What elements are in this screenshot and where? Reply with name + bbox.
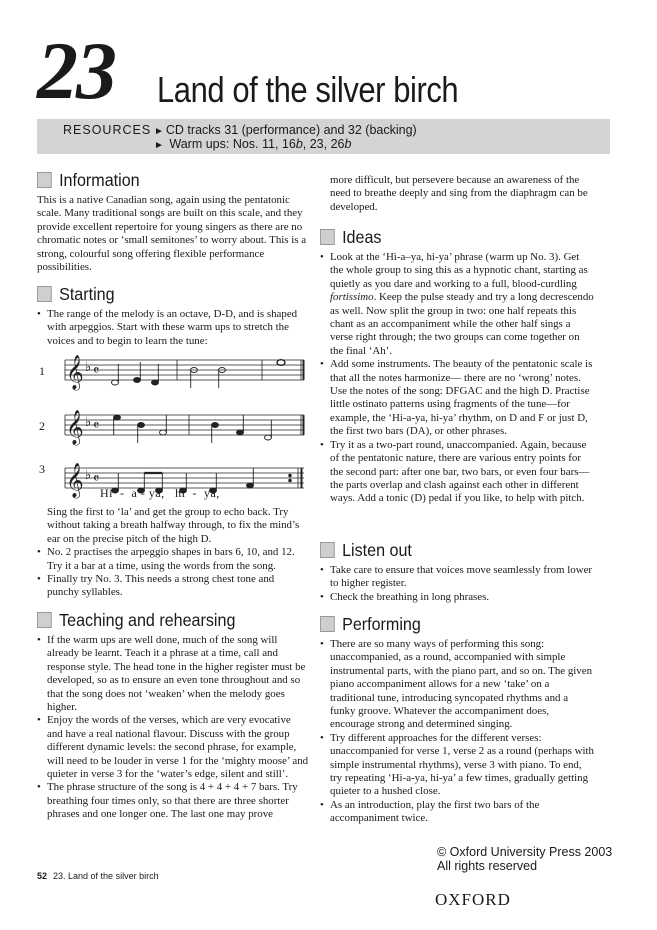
copyright-notice bbox=[437, 845, 612, 873]
svg-text:𝄴: 𝄴 bbox=[93, 418, 100, 434]
continuation-text: more difficult, but persevere because an awareness of the need to breathe deeply and sing from the diaphragm can be developed. bbox=[330, 174, 588, 213]
chapter-number: 23 bbox=[37, 25, 115, 116]
warmup-lyrics: Hi - a - ya, hi - ya, bbox=[100, 486, 220, 500]
warmup-number-2: 2 bbox=[39, 419, 45, 433]
svg-text:♭: ♭ bbox=[85, 360, 92, 375]
information-text: This is a native Canadian song, again using the pentatonic scale. Many traditional songs are built on this scale, and they provide excellent repertoire for young singers as there are no chromatic notes or ‘small semitones’ to worry about. This is a strong, colourful song offering flexible performance possibilities. bbox=[37, 194, 307, 274]
svg-text:𝄴: 𝄴 bbox=[93, 363, 100, 379]
ideas-bullet-1: • Look at the ‘Hi-a–ya, hi-ya’ phrase (warm up No. 3). Get the whole group to sing this as a hypnotic chant, starting as quietly as you dare and working to a full, blood-curdling fortissimo. Keep the pulse steady and try a long decrescendo as well. Now split the group in two: one half repeats this chant as an accompaniment while the other half sings a verse right through; the two groups can come together on the final ‘Ah’. bbox=[320, 251, 595, 358]
starting-section bbox=[37, 284, 309, 348]
listen-section bbox=[320, 540, 595, 604]
teaching-heading: Teaching and rehearsing bbox=[37, 610, 287, 630]
continuation-block bbox=[320, 174, 595, 214]
resources-warmups-text: Warm ups: Nos. 11, 16b, 23, 26b bbox=[169, 137, 352, 151]
resources-line-cd bbox=[154, 123, 417, 137]
teaching-bullet-2: • Enjoy the words of the verses, which are very evocative and have a real national flavour. Discuss with the group different dynamic levels: the second phrase, for example, will need to be louder in verse 1 for the ‘mighty moose’ and quieter in verse 3 for the ‘water’s edge, silent and still’. bbox=[37, 714, 309, 781]
teaching-section bbox=[37, 610, 309, 822]
triangle-icon: ► bbox=[154, 126, 164, 137]
listen-bullet-1: • Take care to ensure that voices move seamlessly from lower to higher register. bbox=[320, 564, 595, 591]
svg-text:♭: ♭ bbox=[85, 415, 92, 430]
checkbox-square-icon bbox=[320, 616, 335, 632]
ideas-bullet-3: • Try it as a two-part round, unaccompanied. Again, because of the pentatonic nature, there are various entry points for the second part: after one bar, two bars, or even four bars—the parts overlap and clash against each other in different ways. Add a tonic (D) pedal if you like, to help with pitch. bbox=[320, 439, 595, 506]
checkbox-square-icon bbox=[320, 229, 335, 245]
page-title: Land of the silver birch bbox=[157, 69, 459, 110]
performing-bullet-1: • There are so many ways of performing this song: unaccompanied, as a round, accompanied with simple instrumental parts, with the piano part, and so on. The given piano accompaniment allows for a new ‘take’ on a traditional tune, introducing syncopated rhythms and a funky groove. Whatever the accompaniment does, encourage strong and determined singing. bbox=[320, 638, 595, 732]
copyright-line-1: © Oxford University Press 2003 bbox=[437, 845, 613, 859]
ideas-bullet-2: • Add some instruments. The beauty of the pentatonic scale is that all the notes harmonize— there are no ‘wrong’ notes. Use the notes of the song: DFGAC and the high D. Practise little ostinato patterns using fragments of the tune—for example, the ‘Hi-a-ya, hi-ya’ rhythm, on D and F or just D, the first two bars (DA), or other phrases. bbox=[320, 358, 595, 438]
checkbox-square-icon bbox=[37, 286, 52, 302]
ideas-section bbox=[320, 227, 595, 506]
svg-text:𝄞: 𝄞 bbox=[66, 410, 84, 445]
performing-bullet-3: • As an introduction, play the first two bars of the accompaniment twice. bbox=[320, 799, 595, 826]
teaching-bullet-3: • The phrase structure of the song is 4 + 4 + 4 + 7 bars. Try breathing four times only, so that there are three shorter phrases and one longer one. The last one may prove bbox=[37, 781, 309, 821]
listen-heading: Listen out bbox=[320, 540, 573, 560]
checkbox-square-icon bbox=[320, 542, 335, 558]
starting-continued bbox=[37, 506, 309, 600]
warmup-number-3: 3 bbox=[39, 462, 45, 476]
performing-section bbox=[320, 614, 595, 826]
ideas-heading: Ideas bbox=[320, 227, 573, 247]
performing-heading: Performing bbox=[320, 614, 573, 634]
resources-bar bbox=[37, 119, 610, 154]
svg-text:♭: ♭ bbox=[85, 468, 92, 483]
checkbox-square-icon bbox=[37, 612, 52, 628]
starting-bullet-1: • The range of the melody is an octave, D-D, and is shaped with arpeggios. Start with these warm ups to stretch the voices and to begin to learn the tune: bbox=[37, 308, 309, 348]
listen-bullet-2: • Check the breathing in long phrases. bbox=[320, 591, 595, 604]
triangle-icon: ► bbox=[154, 140, 164, 151]
starting-after-text: Sing the first to ‘la’ and get the group to echo back. Try without taking a breath halfway through, to fix the mind’s ear on the precise pitch of the high D. bbox=[47, 506, 300, 545]
svg-text:𝄴: 𝄴 bbox=[93, 471, 100, 487]
resources-cd-text: CD tracks 31 (performance) and 32 (backing) bbox=[165, 123, 417, 137]
performing-bullet-2: • Try different approaches for the different verses: unaccompanied for verse 1, verse 2 as a round (perhaps with simple instrumental rhythms), verse 3 with piano. To end, try repeating ‘Hi-a-ya, hi-ya’ a few times, gradually getting quieter to a hushed close. bbox=[320, 732, 595, 799]
page-number: 52 bbox=[37, 871, 48, 881]
information-heading: Information bbox=[37, 170, 287, 190]
teaching-bullet-1: • If the warm ups are well done, much of the song will already be learnt. Teach it a phrase at a time, call and response style. The head tone in the higher register must be developed, so as to ensure an even tone throughout and so that the song does not ‘weaken’ when the melody goes higher. bbox=[37, 634, 309, 714]
music-warmups bbox=[37, 350, 312, 505]
resources-label: RESOURCES bbox=[63, 123, 152, 137]
publisher-logo: OXFORD bbox=[435, 890, 511, 909]
page-footer bbox=[37, 871, 159, 881]
svg-text:𝄞: 𝄞 bbox=[66, 355, 84, 390]
copyright-line-2: All rights reserved bbox=[437, 859, 538, 873]
resources-line-warmups bbox=[154, 137, 351, 151]
staff-1 bbox=[65, 360, 304, 380]
checkbox-square-icon bbox=[37, 172, 52, 188]
starting-bullet-3: • Finally try No. 3. This needs a strong chest tone and punchy syllables. bbox=[37, 573, 309, 600]
starting-heading: Starting bbox=[37, 284, 287, 304]
running-title: 23. Land of the silver birch bbox=[53, 871, 159, 881]
starting-bullet-2: • No. 2 practises the arpeggio shapes in bars 6, 10, and 12. Try it a bar at a time, using the words from the song. bbox=[37, 546, 309, 573]
information-section bbox=[37, 170, 309, 274]
warmup-number-1: 1 bbox=[39, 364, 45, 378]
svg-text:𝄞: 𝄞 bbox=[66, 463, 84, 498]
